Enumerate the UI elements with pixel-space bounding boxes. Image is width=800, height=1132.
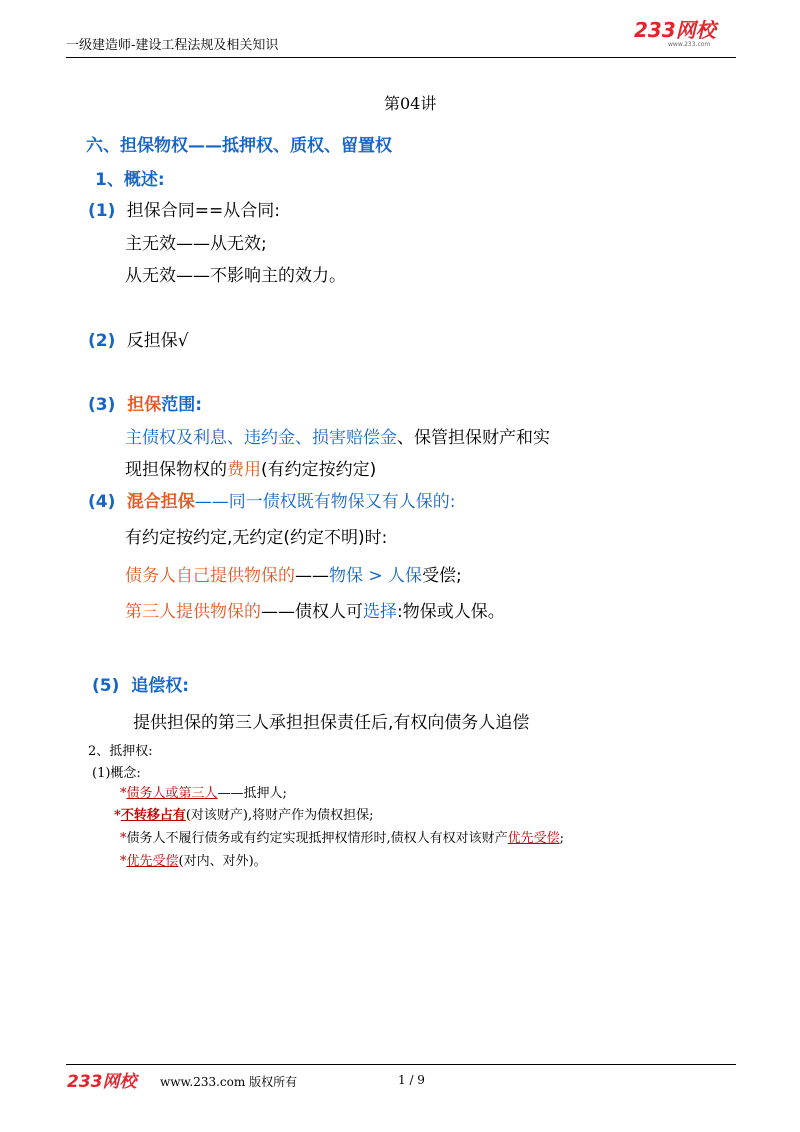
item-1 (88, 196, 280, 221)
item-4 (88, 487, 456, 512)
section-2-title: 2、抵押权: (88, 744, 153, 759)
header-divider (66, 57, 736, 58)
text-segment: 债务人或第三人 (126, 786, 218, 801)
footer-divider (66, 1064, 736, 1065)
bullet-1 (120, 782, 287, 801)
text-segment: :物保或人保。 (397, 602, 505, 622)
logo-sub: www.233.com (668, 41, 711, 48)
text-segment: 不转移占有 (120, 808, 186, 823)
header-title: 一级建造师-建设工程法规及相关知识 (66, 38, 279, 53)
text-segment: 受偿; (422, 566, 462, 586)
text-segment: (有约定按约定) (261, 460, 377, 480)
concept-heading: (1)概念: (92, 766, 141, 781)
footer-logo (66, 1068, 150, 1092)
text-segment: 选择 (363, 602, 397, 622)
item-label: 追偿权: (131, 676, 190, 696)
item-5 (92, 671, 189, 696)
brand-logo (632, 18, 742, 48)
item-text: 担保合同==从合同: (126, 201, 280, 221)
item-label: 混合担保 (126, 492, 195, 512)
text-segment: 债务人自己提供物保的 (125, 566, 295, 586)
overview-heading: 1、概述: (95, 170, 165, 190)
item-desc: ——同一债权既有物保又有人保的: (194, 492, 456, 512)
text-segment: ——抵押人; (217, 786, 287, 801)
lecture-title: 第04讲 (384, 94, 437, 113)
bullet-4 (120, 850, 267, 869)
item-number: (2) (88, 331, 116, 351)
text-segment: 优先受偿 (507, 831, 560, 846)
item-1-line3: 从无效——不影响主的效力。 (125, 266, 346, 286)
item-number: (3) (88, 395, 116, 415)
text-segment: 违约金 (244, 428, 295, 448)
item-label-b: 范围: (161, 395, 203, 415)
item-3-line1 (125, 423, 550, 448)
text-segment: 损害赔偿金 (312, 428, 397, 448)
item-4-line2 (125, 561, 462, 586)
text-segment: (对该财产),将财产作为债权担保; (185, 808, 374, 823)
bullet-3 (120, 827, 564, 846)
text-segment: (对内、对外)。 (178, 854, 267, 869)
text-segment: 优先受偿 (126, 854, 179, 869)
section-title: 六、担保物权——抵押权、质权、留置权 (86, 136, 392, 156)
footer-logo-text: 233网校 (67, 1072, 137, 1092)
logo-text: 233网校 (634, 18, 716, 42)
item-2 (88, 326, 189, 351)
item-5-line: 提供担保的第三人承担担保责任后,有权向债务人追偿 (133, 713, 530, 733)
item-1-line2: 主无效——从无效; (125, 234, 267, 254)
text-segment: 费用 (227, 460, 261, 480)
star-marker: * (120, 786, 127, 801)
text-segment: 、保管担保财产和实 (397, 428, 550, 448)
bullet-2 (114, 804, 373, 823)
item-number: (1) (88, 201, 116, 221)
star-marker: * (120, 854, 127, 869)
item-number: (5) (92, 676, 120, 696)
text-segment: 第三人提供物保的 (125, 602, 261, 622)
item-4-line1: 有约定按约定,无约定(约定不明)时: (125, 528, 388, 548)
text-segment: 主债权及利息、 (125, 428, 244, 448)
item-number: (4) (88, 492, 116, 512)
text-segment: 、 (295, 428, 312, 448)
text-segment: 现担保物权的 (125, 460, 227, 480)
text-segment: ; (559, 831, 565, 846)
item-3 (88, 390, 202, 415)
text-segment: 物保 > 人保 (329, 566, 423, 586)
item-3-line2 (125, 455, 376, 480)
text-segment: ——债权人可 (261, 602, 363, 622)
text-segment: —— (295, 566, 329, 586)
star-marker: * (114, 808, 121, 823)
star-marker: * (120, 831, 127, 846)
page-number: 1 / 9 (398, 1073, 425, 1087)
item-label-a: 担保 (127, 395, 162, 415)
item-text: 反担保√ (126, 331, 189, 351)
text-segment: 债务人不履行债务或有约定实现抵押权情形时,债权人有权对该财产 (126, 831, 508, 846)
footer-site: www.233.com 版权所有 (160, 1075, 298, 1089)
item-4-line3 (125, 597, 505, 622)
